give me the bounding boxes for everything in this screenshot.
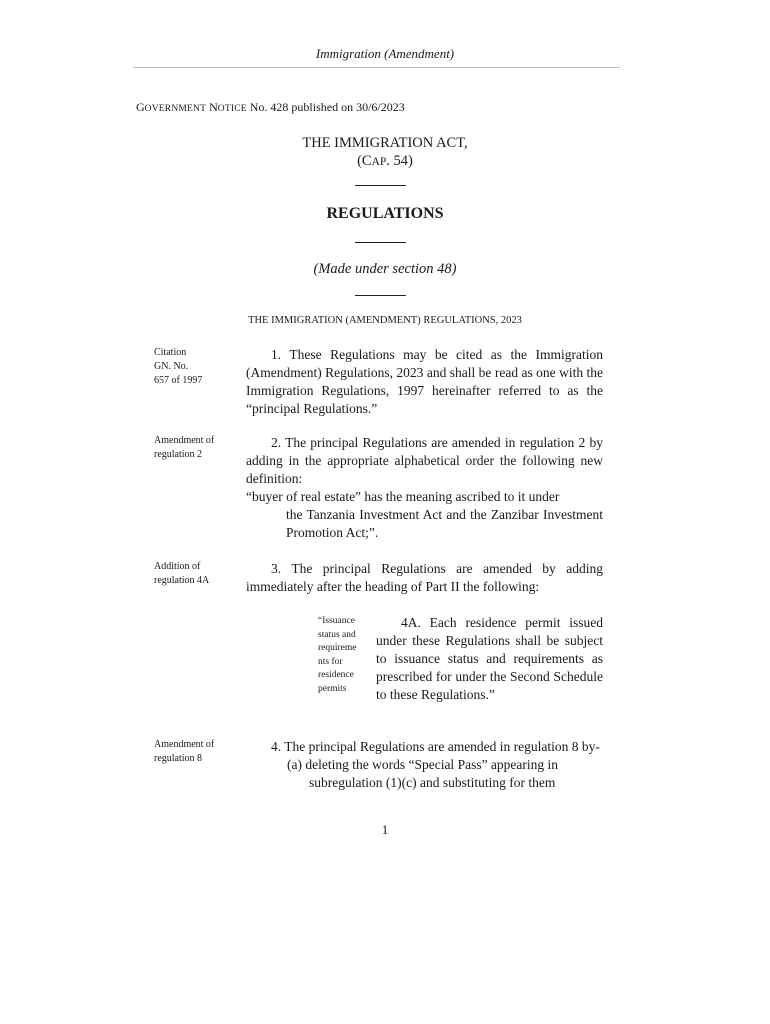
government-notice-line — [136, 100, 405, 115]
margin-note-citation: Citation GN. No. 657 of 1997 — [154, 347, 203, 386]
item-a-continuation: subregulation (1)(c) and substituting for them — [309, 775, 556, 790]
item-a-first-line: (a) deleting the words “Special Pass” appearing in — [287, 757, 559, 772]
definition-continuation: the Tanzania Investment Act and the Zanzibar Investment Promotion Act;”. — [286, 507, 603, 540]
section-2-text: 2. The principal Regulations are amended in regulation 2 by adding in the appropriate alphabetical order the following new definition: “buyer of real estate” has the meaning ascribed to it under the Tanzania Investment Act and the Zanzibar Investment Promotion Act;”. — [246, 435, 603, 540]
section-1-text: 1. These Regulations may be cited as the Immigration (Amendment) Regulations, 2023 and shall be read as one with the Immigration Regulations, 1997 hereinafter referred to as the “principal Regulations.” — [246, 347, 603, 416]
margin-note-amendment-reg-8: Amendment of regulation 8 — [154, 739, 215, 764]
made-under-section: (Made under section 48) — [313, 261, 457, 277]
inserted-regulation-4a: 4A. Each residence permit issued under these Regulations shall be subject to issuance status and requirements as prescribed for under the Second Schedule to these Regulations.” — [376, 615, 603, 702]
notice-number-and-date: No. 428 published on 30/6/2023 — [246, 100, 405, 114]
regulations-heading: REGULATIONS — [326, 205, 444, 222]
definition-first-line: “buyer of real estate” has the meaning ascribed to it under — [246, 489, 560, 504]
page-number: 1 — [381, 822, 389, 837]
separator-rule — [355, 185, 406, 186]
margin-note-amendment-reg-2: Amendment of regulation 2 — [154, 435, 215, 460]
act-chapter: (CAP. 54) — [357, 153, 413, 169]
notice-government-word: GOVERNMENT — [136, 100, 207, 114]
separator-rule — [355, 295, 406, 296]
separator-rule — [355, 242, 406, 243]
regulations-title: THE IMMIGRATION (AMENDMENT) REGULATIONS, 2023 — [248, 315, 522, 326]
notice-notice-word: NOTICE — [209, 100, 247, 114]
header-divider — [133, 67, 620, 68]
margin-note-addition-reg-4a: Addition of regulation 4A — [154, 561, 210, 586]
running-header-title: Immigration (Amendment) — [315, 46, 455, 61]
inserted-margin-note: “Issuance status and requireme nts for residence permits — [318, 616, 357, 694]
section-4-text: 4. The principal Regulations are amended in regulation 8 by- (a) deleting the words “Special Pass” appearing in subregulation (1)(c) and substituting for them — [240, 738, 603, 792]
section-3-text: 3. The principal Regulations are amended by adding immediately after the heading of Part II the following: — [246, 561, 603, 594]
act-title: THE IMMIGRATION ACT, — [302, 135, 468, 151]
